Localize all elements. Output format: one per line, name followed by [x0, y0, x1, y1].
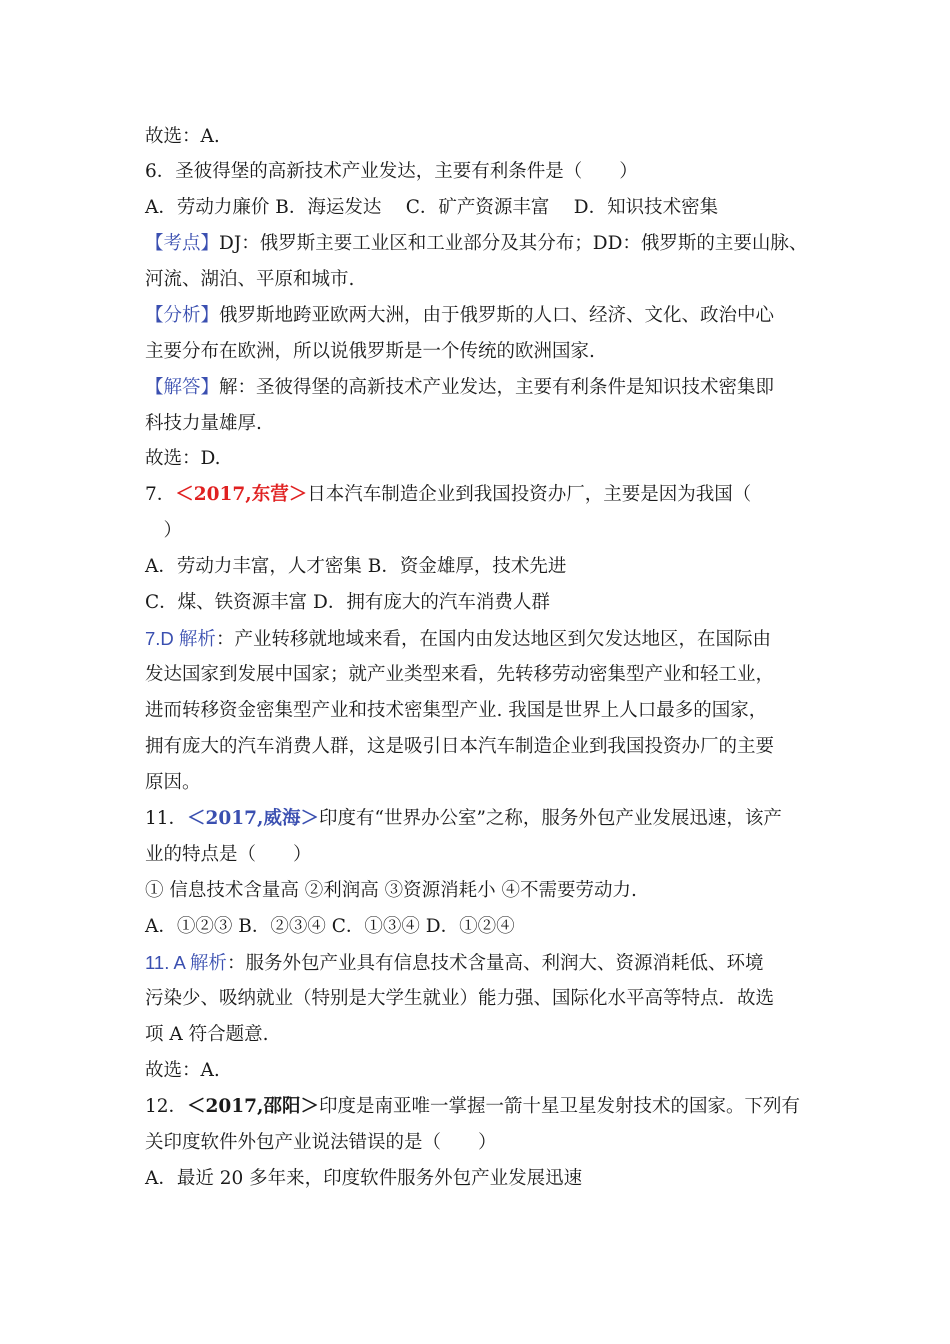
- answer-line: 故选：D.: [145, 448, 221, 469]
- answer-tag: 11. A 解析: [145, 952, 227, 973]
- question-number: 7．: [145, 484, 176, 505]
- question-7-options-ab: A．劳动力丰富，人才密集 B．资金雄厚，技术先进: [145, 556, 567, 577]
- jiexi-text: ：产业转移就地域来看，在国内由发达地区到欠发达地区，在国际由: [215, 629, 771, 650]
- jieda-line: [145, 376, 774, 400]
- fenxi-tag: 【分析】: [145, 305, 220, 326]
- answer-tag: 7.D 解析: [145, 628, 216, 649]
- question-number: 11．: [145, 808, 188, 829]
- question-text: 印度有“世界办公室”之称，服务外包产业发展迅速，该产: [318, 808, 782, 829]
- kaodian-text: DJ：俄罗斯主要工业区和工业部分及其分布；DD：俄罗斯的主要山脉、: [219, 233, 808, 254]
- question-12-option-a: A．最近 20 多年来，印度软件服务外包产业发展迅速: [145, 1168, 583, 1189]
- kaodian-tag: 【考点】: [145, 233, 220, 254]
- question-text: 日本汽车制造企业到我国投资办厂，主要是因为我国（: [307, 484, 752, 505]
- source-tag: ＜2017,东营＞: [175, 484, 308, 505]
- jieda-text: 解：圣彼得堡的高新技术产业发达，主要有利条件是知识技术密集即: [219, 377, 775, 398]
- jieda-cont: 科技力量雄厚.: [145, 413, 262, 434]
- source-tag: ＜2017,威海＞: [187, 808, 319, 829]
- jiexi-7-cont: 原因。: [145, 772, 201, 793]
- question-6-options: A．劳动力廉价 B．海运发达 C．矿产资源丰富 D．知识技术密集: [145, 197, 719, 218]
- question-12-cont: 关印度软件外包产业说法错误的是（ ）: [145, 1132, 497, 1153]
- question-11-options: A．①②③ B．②③④ C．①③④ D．①②④: [145, 916, 515, 937]
- jiexi-7-cont: 进而转移资金密集型产业和技术密集型产业. 我国是世界上人口最多的国家，: [145, 700, 768, 721]
- question-12: [145, 1095, 800, 1119]
- question-7: [145, 483, 751, 507]
- jiexi-7-cont: 发达国家到发展中国家；就产业类型来看，先转移劳动密集型产业和轻工业，: [145, 664, 775, 685]
- question-text: 印度是南亚唯一掌握一箭十星卫星发射技术的国家。下列有: [318, 1096, 800, 1117]
- jiexi-7: [145, 627, 771, 652]
- jiexi-7-cont: 拥有庞大的汽车消费人群，这是吸引日本汽车制造企业到我国投资办厂的主要: [145, 736, 775, 757]
- question-11-cont: 业的特点是（ ）: [145, 844, 312, 865]
- source-tag: ＜2017,邵阳＞: [187, 1096, 319, 1117]
- fenxi-cont: 主要分布在欧洲，所以说俄罗斯是一个传统的欧洲国家.: [145, 341, 595, 362]
- kaodian-line: [145, 232, 807, 256]
- jiexi-11: [145, 951, 763, 976]
- answer-line: 故选：A.: [145, 1060, 220, 1081]
- question-6: 6．圣彼得堡的高新技术产业发达，主要有利条件是（ ）: [145, 161, 638, 182]
- kaodian-cont: 河流、湖泊、平原和城市.: [145, 269, 355, 290]
- question-7-options-cd: C．煤、铁资源丰富 D．拥有庞大的汽车消费人群: [145, 592, 550, 613]
- answer-line: 故选：A.: [145, 126, 220, 147]
- jieda-tag: 【解答】: [145, 377, 220, 398]
- fenxi-text: 俄罗斯地跨亚欧两大洲，由于俄罗斯的人口、经济、文化、政治中心: [219, 305, 775, 326]
- question-number: 12．: [145, 1096, 188, 1117]
- jiexi-11-cont: 项 A 符合题意.: [145, 1024, 269, 1045]
- question-7-cont: ）: [145, 520, 183, 541]
- jiexi-11-cont: 污染少、吸纳就业（特别是大学生就业）能力强、国际化水平高等特点．故选: [145, 988, 775, 1009]
- question-11-items: ① 信息技术含量高 ②利润高 ③资源消耗小 ④不需要劳动力.: [145, 880, 637, 901]
- fenxi-line: [145, 304, 774, 328]
- question-11: [145, 807, 782, 831]
- jiexi-text: ：服务外包产业具有信息技术含量高、利润大、资源消耗低、环境: [226, 953, 764, 974]
